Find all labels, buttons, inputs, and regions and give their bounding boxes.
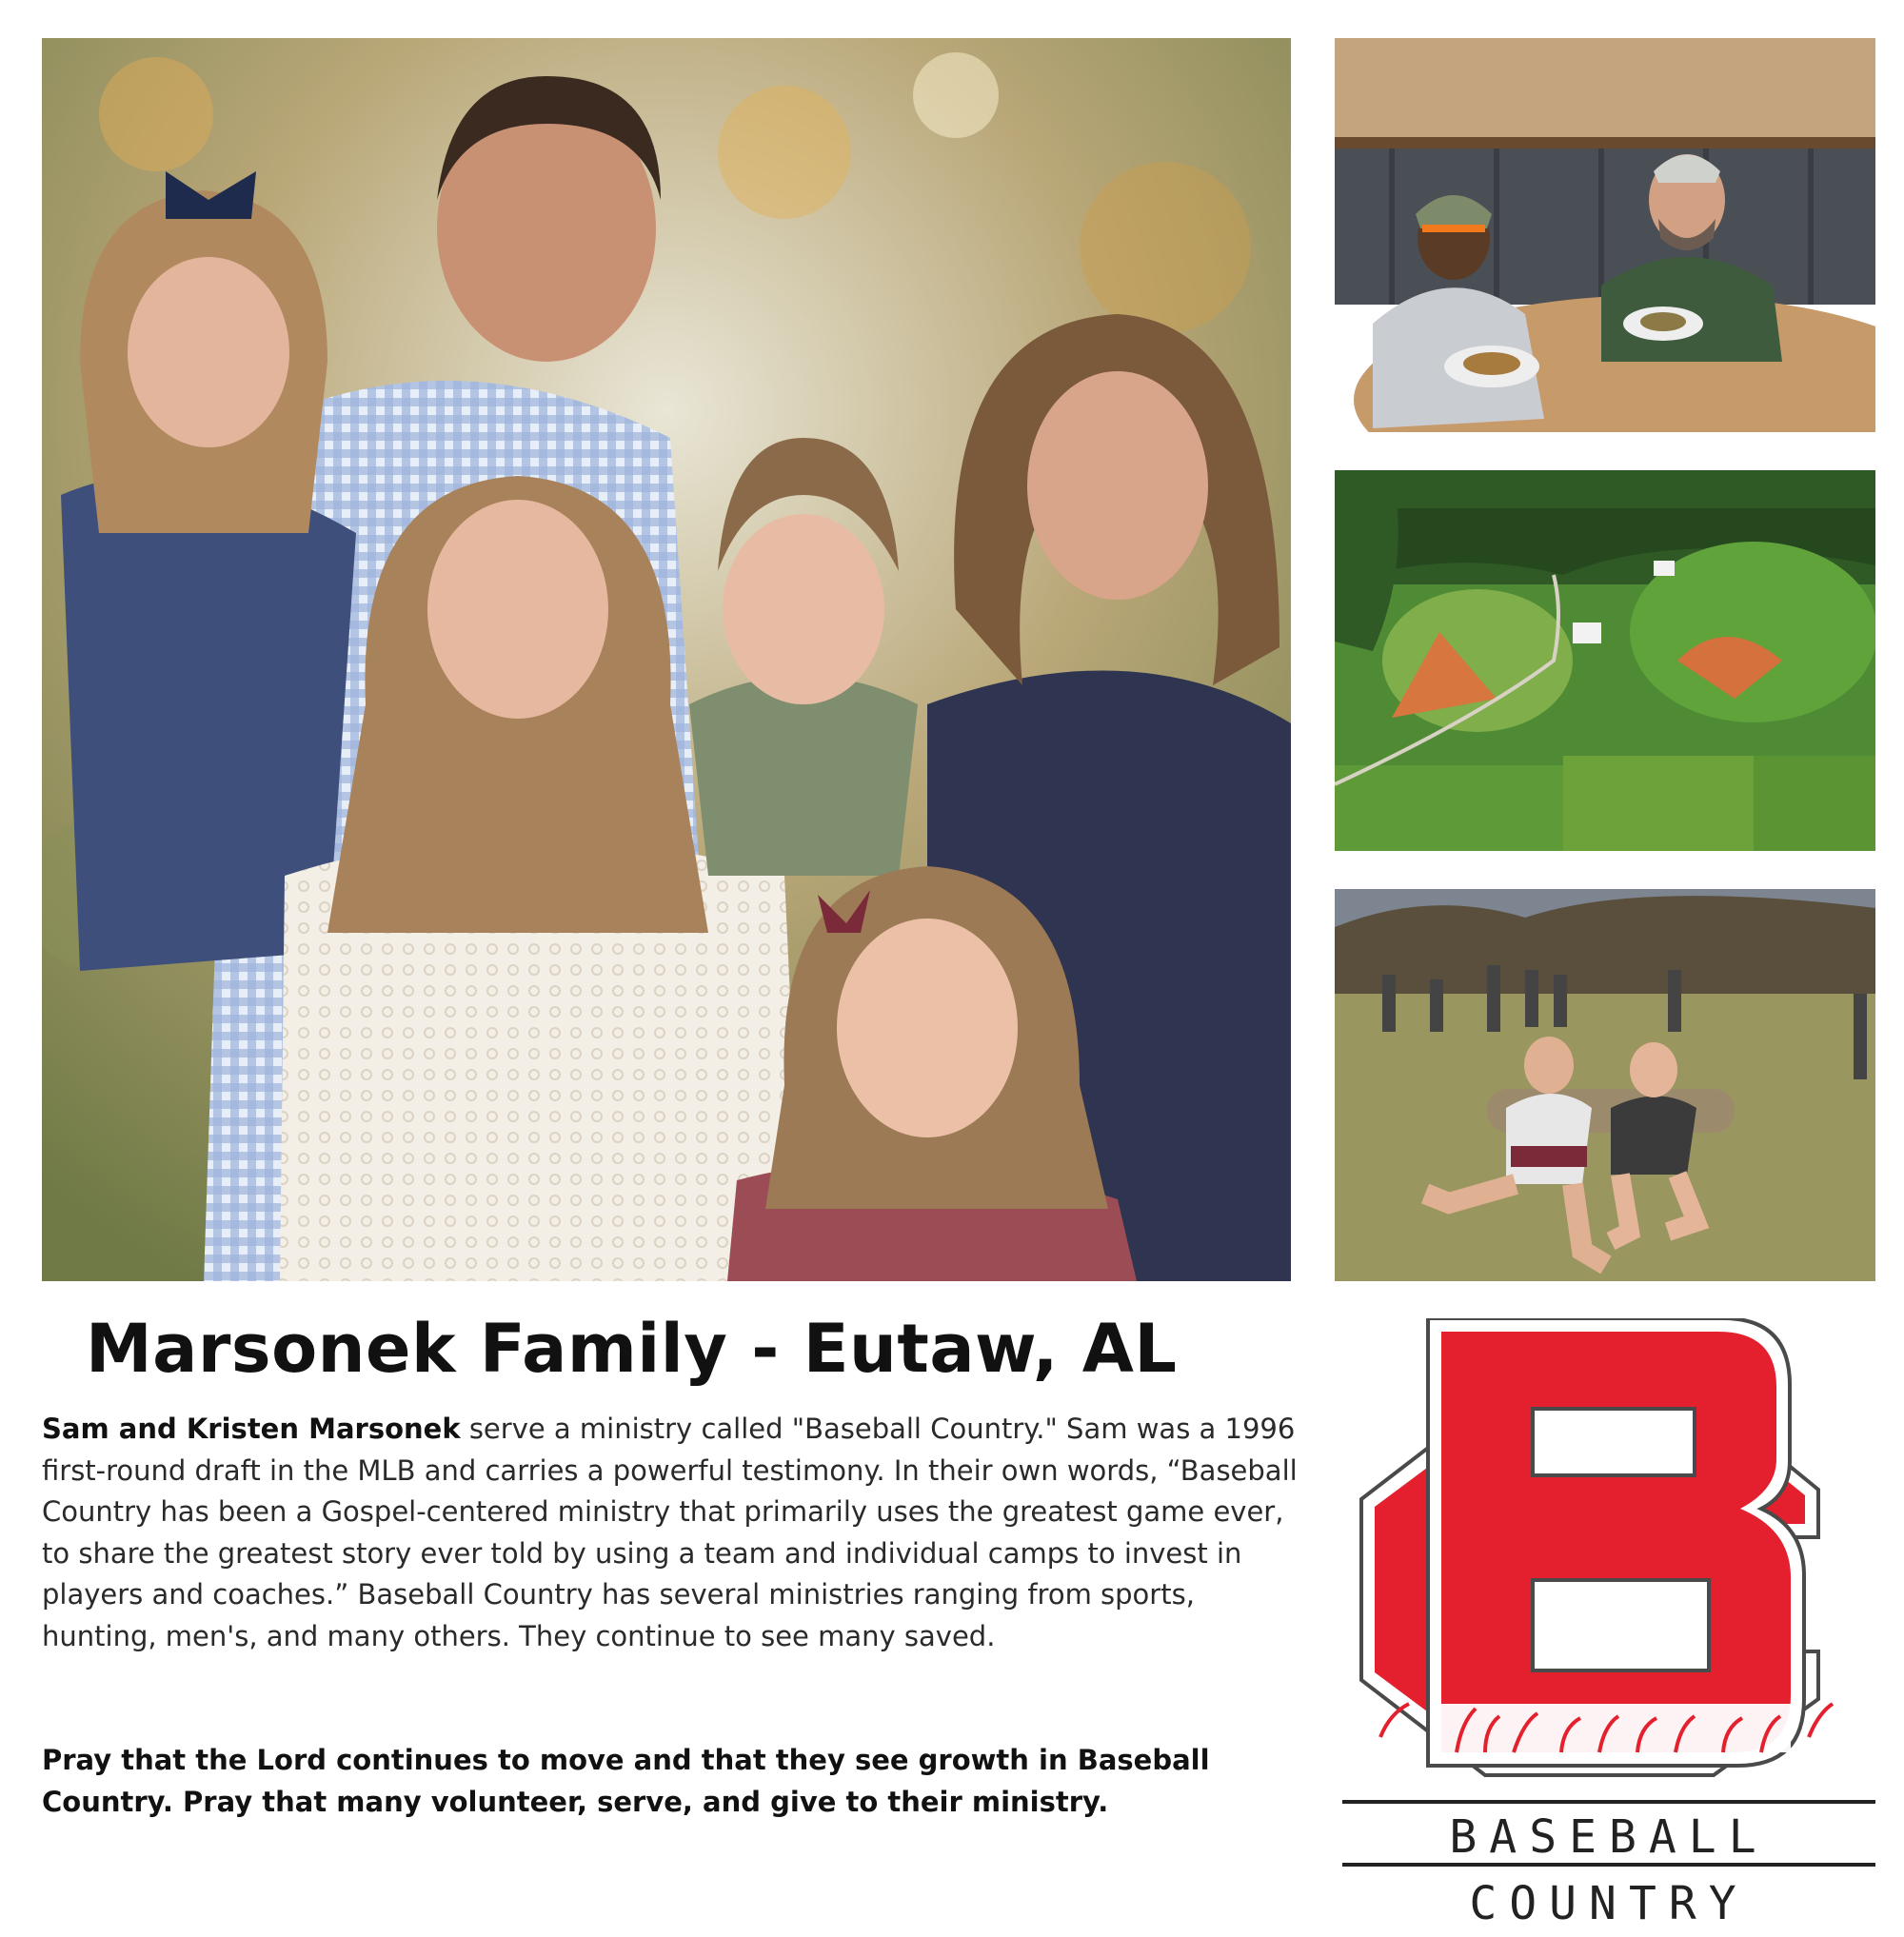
bc-monogram-icon	[1342, 1318, 1875, 1794]
missionary-names: Sam and Kristen Marsonek	[42, 1413, 461, 1445]
page-title: Marsonek Family - Eutaw, AL	[86, 1310, 1178, 1388]
aerial-photo	[1335, 470, 1875, 851]
logo-wordmark: BASEBALL COUNTRY	[1342, 1800, 1875, 1867]
two-men-eating-icon	[1335, 38, 1875, 432]
family-portrait-photo	[42, 38, 1291, 1281]
dinner-photo	[1335, 38, 1875, 432]
baseball-country-logo	[1342, 1318, 1875, 1930]
ministry-description	[42, 1409, 1299, 1657]
prayer-request: Pray that the Lord continues to move and that they see growth in Baseball Country. Pray that many volunteer, serve, and give to their ministry.	[42, 1744, 1210, 1818]
aerial-baseball-fields-icon	[1335, 470, 1875, 851]
family-portrait-icon	[42, 38, 1291, 1281]
players-carrying-log-icon	[1335, 889, 1875, 1281]
training-photo	[1335, 889, 1875, 1281]
ministry-description-body: serve a ministry called "Baseball Country." Sam was a 1996 first-round draft in the MLB and carries a powerful testimony. In their own words, “Baseball Country has been a Gospel-centered ministry that primarily uses the greatest game ever, to share the greatest story ever told by using a team and individual camps to invest in players and coaches.” Baseball Country has several ministries ranging from sports, hunting, men's, and many others. They continue to see many saved.	[42, 1413, 1298, 1652]
